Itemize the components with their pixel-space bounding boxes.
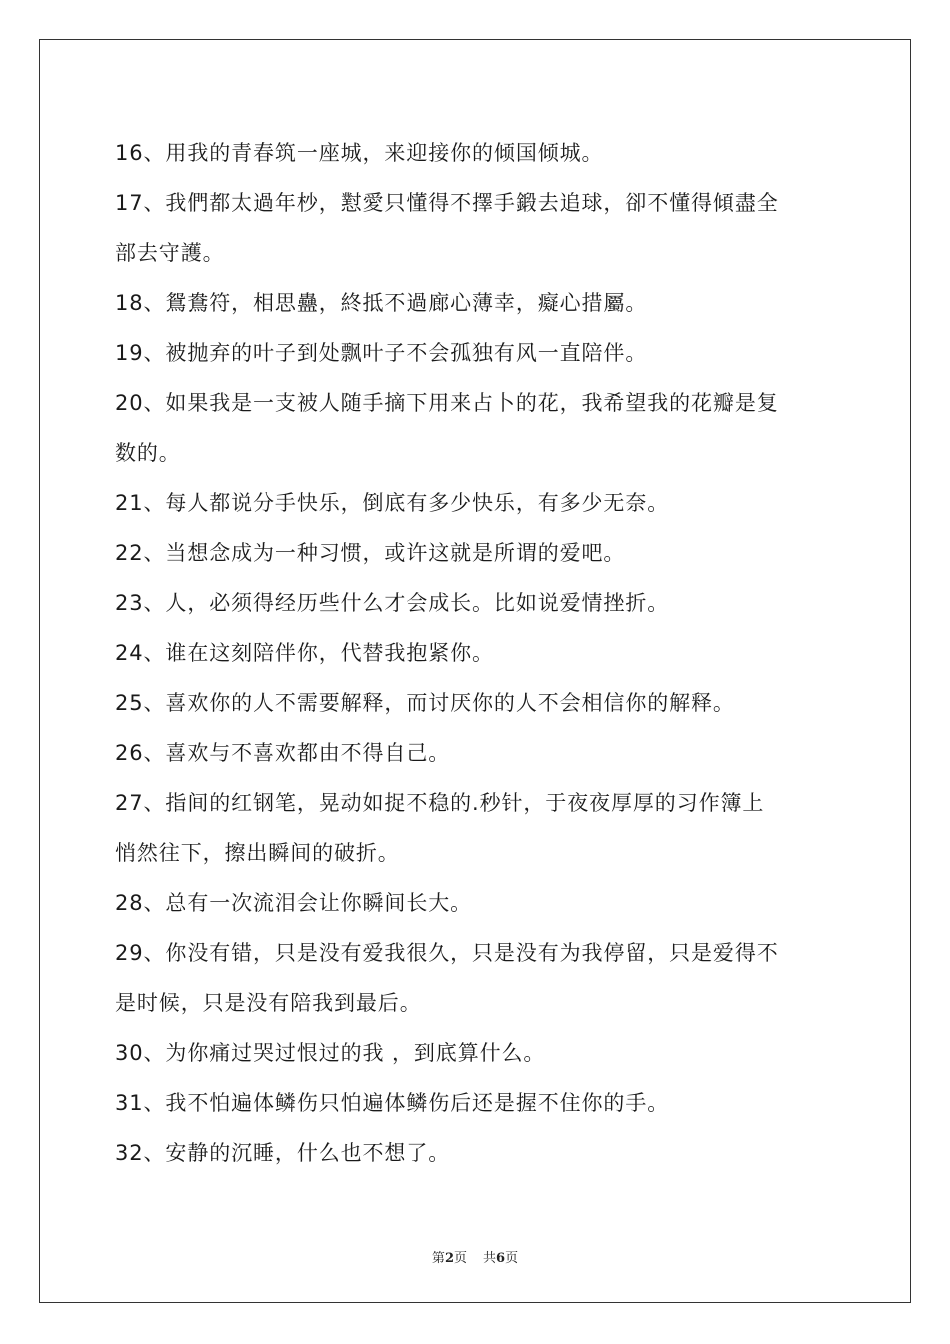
total-suffix: 页 (505, 1251, 519, 1266)
text-line: 是时候，只是没有陪我到最后。 (115, 991, 422, 1015)
text-line: 部去守護。 (115, 241, 225, 265)
text-line: 25、喜欢你的人不需要解释，而讨厌你的人不会相信你的解释。 (115, 691, 735, 715)
page-number: 2 (444, 1251, 454, 1266)
text-line: 29、你没有错，只是没有爱我很久，只是没有为我停留，只是爱得不 (115, 941, 779, 965)
total-prefix: 共 (483, 1251, 497, 1266)
text-line: 28、总有一次流泪会让你瞬间长大。 (115, 891, 473, 915)
text-line: 悄然往下，擦出瞬间的破折。 (115, 841, 400, 865)
text-line: 20、如果我是一支被人随手摘下用来占卜的花，我希望我的花瓣是复 (115, 391, 779, 415)
text-line: 22、当想念成为一种习惯，或许这就是所谓的爱吧。 (115, 541, 626, 565)
text-line: 数的。 (115, 441, 181, 465)
page-prefix: 第 (431, 1251, 445, 1266)
page-footer (0, 1247, 950, 1266)
text-line: 19、被抛弃的叶子到处飘叶子不会孤独有风一直陪伴。 (115, 341, 648, 365)
document-body (115, 128, 840, 1178)
text-line: 23、人，必须得经历些什么才会成长。比如说爱情挫折。 (115, 591, 670, 615)
text-line: 18、鴛鴦符，相思蠱，終抵不過廊心薄幸，癡心措屬。 (115, 291, 648, 315)
text-line: 32、安静的沉睡，什么也不想了。 (115, 1141, 451, 1165)
text-line: 30、为你痛过哭过恨过的我 ，到底算什么。 (115, 1041, 546, 1065)
text-line: 17、我們都太過年杪，懟愛只懂得不擇手鍛去追球，卻不懂得傾盡全 (115, 191, 779, 215)
text-line: 21、每人都说分手快乐，倒底有多少快乐，有多少无奈。 (115, 491, 670, 515)
text-line: 27、指间的红钢笔，晃动如捉不稳的.秒针，于夜夜厚厚的习作簿上 (115, 791, 765, 815)
text-line: 16、用我的青春筑一座城，来迎接你的倾国倾城。 (115, 141, 604, 165)
text-line: 26、喜欢与不喜欢都由不得自己。 (115, 741, 451, 765)
text-line: 31、我不怕遍体鳞伤只怕遍体鳞伤后还是握不住你的手。 (115, 1091, 670, 1115)
text-line: 24、谁在这刻陪伴你，代替我抱紧你。 (115, 641, 494, 665)
total-pages: 6 (496, 1251, 506, 1266)
page-suffix: 页 (453, 1251, 467, 1266)
